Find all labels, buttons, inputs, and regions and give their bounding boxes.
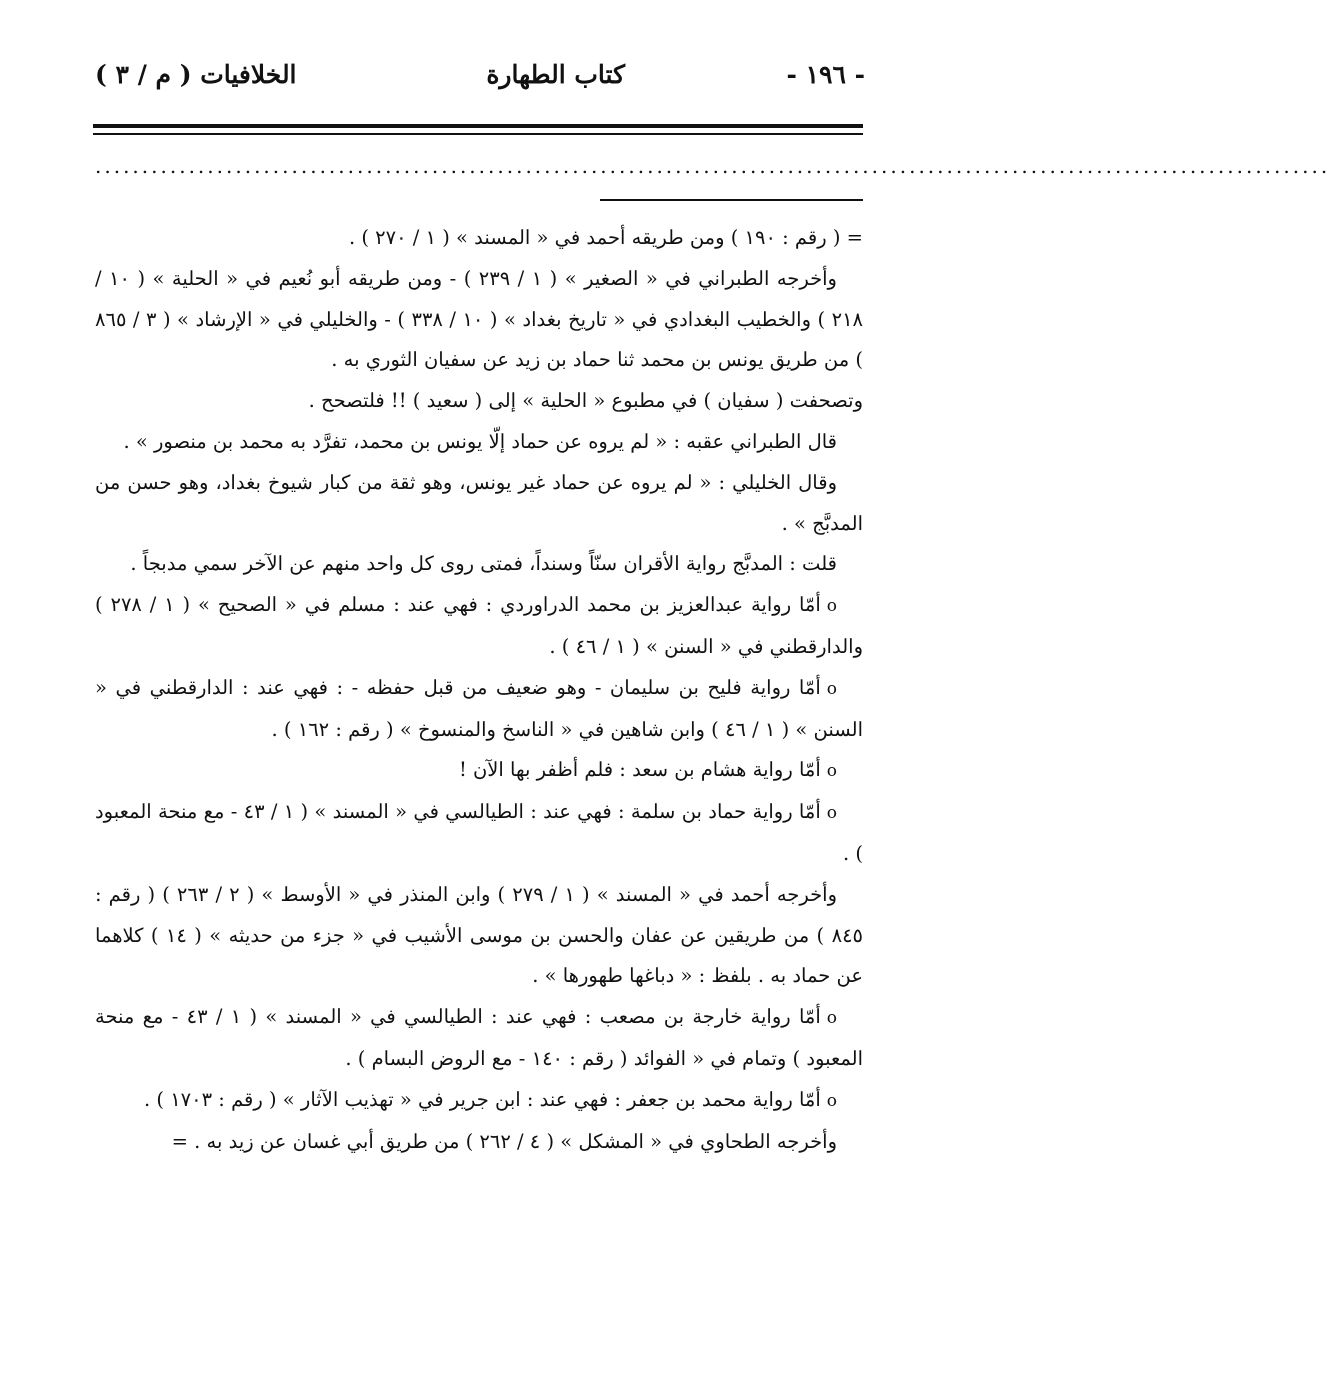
footnote-paragraph: oأمّا رواية عبدالعزيز بن محمد الدراوردي : فهي عند : مسلم في « الصحيح » ( ١ / ٢٧٨ ) والدارقطني في « السنن » ( ١ / ٤٦ ) . <box>95 593 863 658</box>
footnote-paragraph: = ( رقم : ١٩٠ ) ومن طريقه أحمد في « المسند » ( ١ / ٢٧٠ ) . <box>348 226 863 249</box>
footnote-rule <box>600 199 863 201</box>
book-title: كتاب الطهارة <box>486 60 625 89</box>
footnote-paragraph: oأمّا رواية حماد بن سلمة : فهي عند : الطيالسي في « المسند » ( ١ / ٤٣ - مع منحة المعبود ) . <box>95 800 863 865</box>
page-header <box>95 52 865 104</box>
footnote-paragraph: وتصحفت ( سفيان ) في مطبوع « الحلية » إلى ( سعيد ) !! فلتصحح . <box>308 389 863 413</box>
footnote-paragraph: قلت : المدبَّج رواية الأقران سنّاً وسنداً، فمتى روى كل واحد منهم عن الآخر سمي مدبجاً . <box>130 552 837 576</box>
dotted-separator: .................................................................................................................................... <box>95 154 1330 178</box>
bullet-icon: o <box>826 761 837 782</box>
footnote-paragraph: oأمّا رواية خارجة بن مصعب : فهي عند : الطيالسي في « المسند » ( ١ / ٤٣ - مع منحة المعبود ) وتمام في « الفوائد ( رقم : ١٤٠ - مع الروض البسام ) . <box>95 1005 863 1070</box>
footnote-paragraph: قال الطبراني عقبه : « لم يروه عن حماد إلّا يونس بن محمد، تفرَّد به محمد بن منصور » . <box>123 429 837 453</box>
page-number: - ١٩٦ - <box>786 60 865 89</box>
bullet-icon: o <box>826 1090 837 1111</box>
footnote-paragraph: oأمّا رواية هشام بن سعد : فلم أظفر بها الآن ! <box>458 758 837 782</box>
footnote-paragraph: وقال الخليلي : « لم يروه عن حماد غير يونس، وهو ثقة من كبار شيوخ بغداد، وهو حسن من المدبَّج » . <box>95 470 863 535</box>
footnote-paragraph: oأمّا رواية فليح بن سليمان - وهو ضعيف من قبل حفظه - : فهي عند : الدارقطني في « السنن » ( ١ / ٤٦ ) وابن شاهين في « الناسخ والمنسوخ » ( رقم : ١٦٢ ) . <box>95 675 863 741</box>
footnote-paragraph: وأخرجه أحمد في « المسند » ( ١ / ٢٧٩ ) وابن المنذر في « الأوسط » ( ٢ / ٢٦٣ ) ( رقم : ٨٤٥ ) من طريقين عن عفان والحسن بن موسى الأشيب في « جزء من حديثه » ( ١٤ ) كلاهما عن حماد به . بلفظ : « دباغها طهورها » . <box>95 882 864 988</box>
header-rule-thin <box>93 133 863 135</box>
bullet-icon: o <box>826 596 838 617</box>
footnote-body <box>95 218 863 1162</box>
footnote-paragraph: وأخرجه الطبراني في « الصغير » ( ١ / ٢٣٩ ) - ومن طريقه أبو نُعيم في « الحلية » ( ١٠ / ٢١٨ ) والخطيب البغدادي في « تاريخ بغداد » ( ١٠ / ٣٣٨ ) - والخليلي في « الإرشاد » ( ٣ / ٨٦٥ ) من طريق يونس بن محمد ثنا حماد بن زيد عن سفيان الثوري به . <box>95 266 864 372</box>
footnote-paragraph: oأمّا رواية محمد بن جعفر : فهي عند : ابن جرير في « تهذيب الآثار » ( رقم : ١٧٠٣ ) . <box>144 1087 837 1111</box>
footnote-paragraph: وأخرجه الطحاوي في « المشكل » ( ٤ / ٢٦٢ ) من طريق أبي غسان عن زيد به . = <box>171 1129 837 1153</box>
header-rule-thick <box>93 124 863 128</box>
bullet-icon: o <box>826 803 837 824</box>
section-title: الخلافيات ( م / ٣ ) <box>95 60 297 89</box>
bullet-icon: o <box>826 1008 837 1029</box>
bullet-icon: o <box>826 678 837 699</box>
